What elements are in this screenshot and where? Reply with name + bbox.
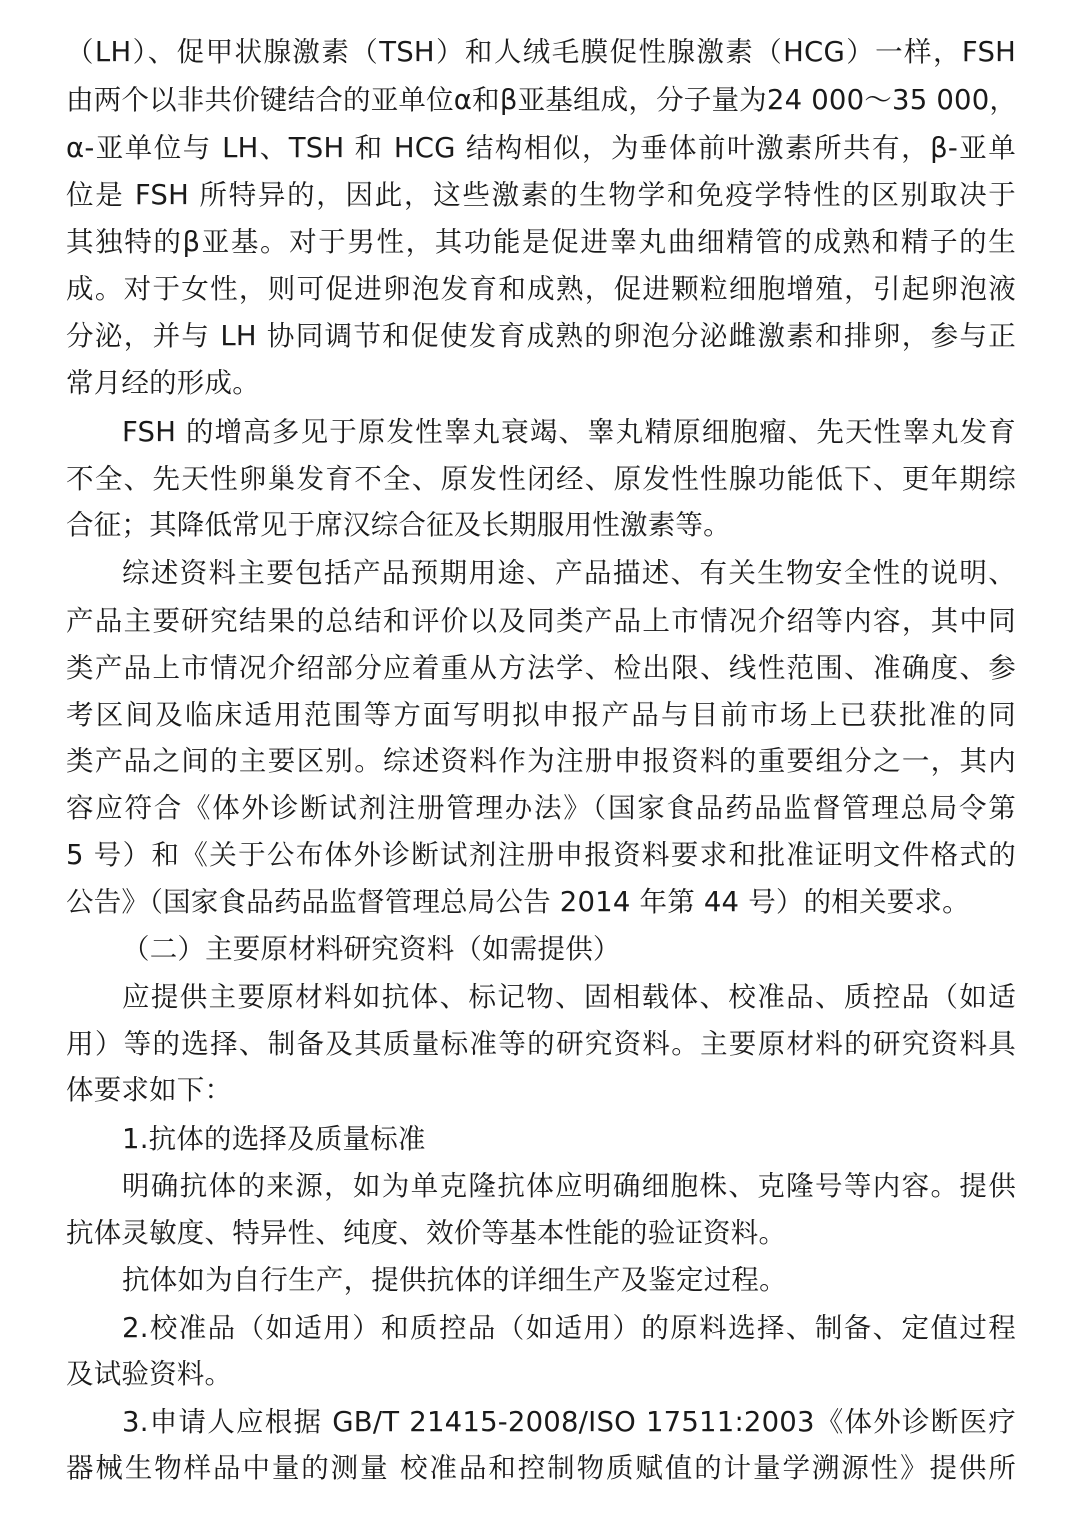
- paragraph-line: 2.校准品（如适用）和质控品（如适用）的原料选择、制备、定值过程: [122, 1312, 1016, 1344]
- paragraph-line: 常月经的形成。: [66, 367, 260, 399]
- paragraph-line: 考区间及临床适用范围等方面写明拟申报产品与目前市场上已获批准的同: [66, 699, 1016, 731]
- section-heading: （二）主要原材料研究资料（如需提供）: [122, 933, 621, 965]
- paragraph-line: α-亚单位与 LH、TSH 和 HCG 结构相似，为垂体前叶激素所共有，β-亚单: [66, 132, 1016, 164]
- paragraph-line: 3.申请人应根据 GB/T 21415-2008/ISO 17511:2003《体外诊断医疗: [122, 1406, 1016, 1438]
- paragraph-line: 成。对于女性，则可促进卵泡发育和成熟，促进颗粒细胞增殖，引起卵泡液: [66, 273, 1016, 305]
- paragraph-line: （LH）、促甲状腺激素（TSH）和人绒毛膜促性腺激素（HCG）一样，FSH: [66, 36, 1016, 68]
- paragraph-line: 明确抗体的来源，如为单克隆抗体应明确细胞株、克隆号等内容。提供: [122, 1170, 1016, 1202]
- paragraph-line: 其独特的β亚基。对于男性，其功能是促进睾丸曲细精管的成熟和精子的生: [66, 226, 1016, 258]
- paragraph-line: 产品主要研究结果的总结和评价以及同类产品上市情况介绍等内容，其中同: [66, 605, 1016, 637]
- paragraph-line: 类产品上市情况介绍部分应着重从方法学、检出限、线性范围、准确度、参: [66, 652, 1016, 684]
- subsection-heading: 1.抗体的选择及质量标准: [122, 1123, 426, 1155]
- paragraph-line: 综述资料主要包括产品预期用途、产品描述、有关生物安全性的说明、: [122, 557, 1016, 589]
- paragraph-line: 用）等的选择、制备及其质量标准等的研究资料。主要原材料的研究资料具: [66, 1028, 1016, 1060]
- paragraph-line: FSH 的增高多见于原发性睾丸衰竭、睾丸精原细胞瘤、先天性睾丸发育: [122, 416, 1016, 448]
- paragraph-line: 类产品之间的主要区别。综述资料作为注册申报资料的重要组分之一，其内: [66, 745, 1016, 777]
- paragraph-line: 体要求如下：: [66, 1074, 233, 1106]
- paragraph-line: 器械生物样品中量的测量 校准品和控制物质赋值的计量学溯源性》提供所: [66, 1452, 1016, 1484]
- paragraph-line: 分泌，并与 LH 协同调节和促使发育成熟的卵泡分泌雌激素和排卵，参与正: [66, 320, 1016, 352]
- paragraph-line: 合征；其降低常见于席汉综合征及长期服用性激素等。: [66, 509, 731, 541]
- paragraph-line: 5 号）和《关于公布体外诊断试剂注册申报资料要求和批准证明文件格式的: [66, 839, 1016, 871]
- paragraph-line: 不全、先天性卵巢发育不全、原发性闭经、原发性性腺功能低下、更年期综: [66, 463, 1016, 495]
- paragraph-line: 抗体灵敏度、特异性、纯度、效价等基本性能的验证资料。: [66, 1217, 787, 1249]
- paragraph-line: 容应符合《体外诊断试剂注册管理办法》（国家食品药品监督管理总局令第: [66, 792, 1016, 824]
- paragraph-line: 应提供主要原材料如抗体、标记物、固相载体、校准品、质控品（如适: [122, 981, 1016, 1013]
- paragraph-line: 抗体如为自行生产，提供抗体的详细生产及鉴定过程。: [122, 1264, 787, 1296]
- paragraph-line: 位是 FSH 所特异的，因此，这些激素的生物学和免疫学特性的区别取决于: [66, 179, 1016, 211]
- paragraph-line: 及试验资料。: [66, 1358, 233, 1390]
- paragraph-line: 公告》（国家食品药品监督管理总局公告 2014 年第 44 号）的相关要求。: [66, 886, 970, 918]
- paragraph-line: 由两个以非共价键结合的亚单位α和β亚基组成，分子量为24 000～35 000，: [66, 84, 1018, 116]
